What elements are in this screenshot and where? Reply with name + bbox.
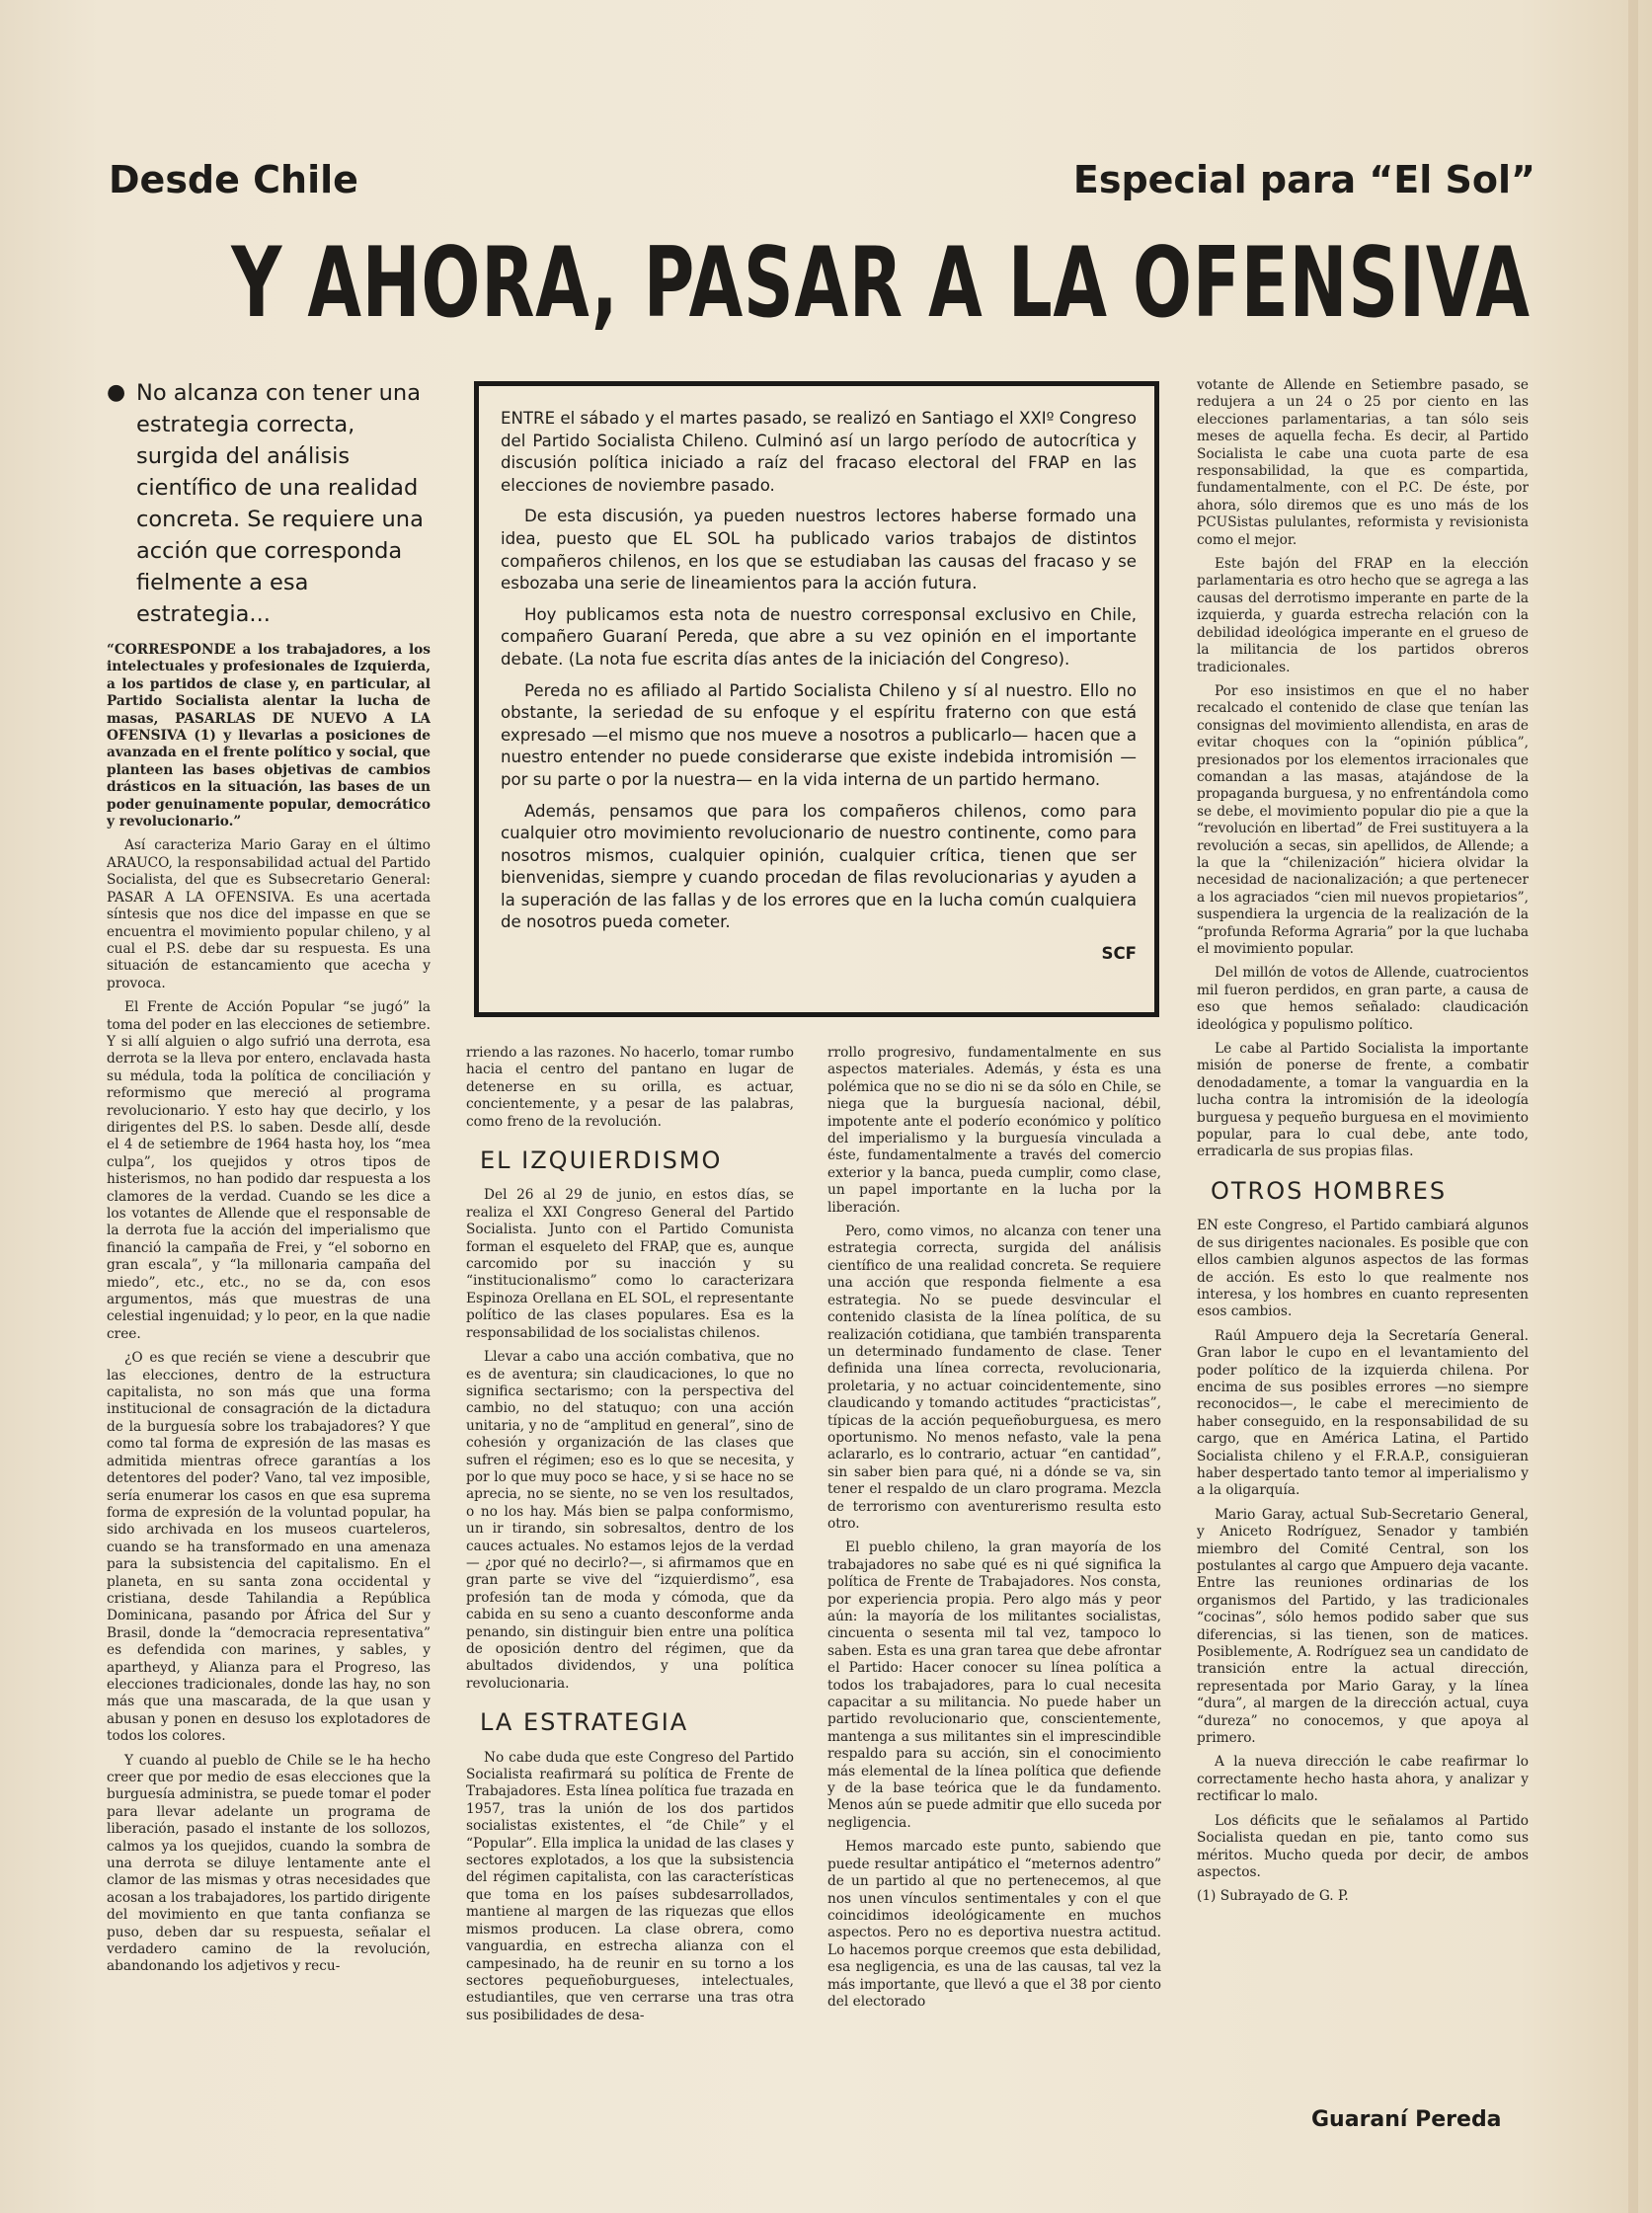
article-paragraph: rriendo a las razones. No hacerlo, tomar rumbo hacia el centro del pantano en lugar de detenerse en su orilla, es actuar, concientemente, y a pesar de las palabras, como freno de la revolución. [466, 1045, 794, 1130]
editor-note-paragraph: De esta discusión, ya pueden nuestros lectores haberse formado una idea, puesto que EL SOL ha publicado varios trabajos de distintos compañeros chilenos, en los que se estudiaban las causas del fracaso y se esbozaba una serie de lineamientos para la acción futura. [501, 507, 1137, 593]
lead-bullet [107, 377, 442, 630]
section-label-left: Desde Chile [109, 158, 358, 201]
article-paragraph: “CORRESPONDE a los trabajadores, a los intelectuales y profesionales de Izquierda, a los partidos de clase y, en particular, al Partido Socialista alentar la lucha de masas, PASARLAS DE NUEVO A LA OFENSIVA (1) y llevarlas a posiciones de avanzada en el frente político y social, que planteen las bases objetivas de cambios drásticos en la situación, las bases de un poder genuinamente popular, democrático y revolucionario.” [107, 642, 431, 830]
headline: Y AHORA, PASAR A LA OFENSIVA [231, 227, 1531, 340]
editor-note-box [474, 381, 1159, 1017]
article-paragraph: Los déficits que le señalamos al Partido Socialista quedan en pie, tanto como sus méritos. Mucho queda por decir, de ambos aspectos. [1197, 1812, 1529, 1880]
footnote: (1) Subrayado de G. P. [1197, 1888, 1349, 1905]
article-paragraph: Hemos marcado este punto, sabiendo que puede resultar antipático el “meternos adentro” de un partido al que no pertenecemos, al que nos unen vínculos sentimentales y con el que coincidimos ideológicamente en muchos aspectos. Pero no es deportiva nuestra actitud. Lo hacemos porque creemos que esta debilidad, esa negligencia, es una de las causas, tal vez la más importante, que llevó a que el 38 por ciento del electorado [827, 1839, 1161, 2010]
editor-note-paragraph: Pereda no es afiliado al Partido Socialista Chileno y sí al nuestro. Ello no obstante, la seriedad de su enfoque y el espíritu fraterno con que está expresado —el mismo que nos mueve a nosotros a publicarlo— hacen que a nuestro entender no puede considerarse que existe indebida intromisión —por su parte o por la nuestra— en la vida interna de un partido hermano. [501, 680, 1137, 789]
author-signature: Guaraní Pereda [1311, 2107, 1502, 2132]
article-paragraph: El Frente de Acción Popular “se jugó” la toma del poder en las elecciones de setiembre. Y si allí alguien o algo sufrió una derrota, esa derrota se la lleva por entero, enclavada hasta su médula, toda la política de conciliación y reformismo que mereció al programa revolucionario. Y esto hay que decirlo, y los dirigentes del P.S. lo saben. Desde allí, desde el 4 de setiembre de 1964 hasta hoy, los “mea culpa”, los quejidos y otros tipos de histerismos, no han podido dar respuesta a los clamores de la verdad. Cuando se les dice a los votantes de Allende que el responsable de la derrota fue la acción del imperialismo que financió la campaña de Frei, y “el soborno en gran escala”, y “la millonaria campaña del miedo”, etc., etc., no se da, con esos argumentos, más que muestras de una celestial ingenuidad; y lo peor, en la que nadie cree. [107, 999, 431, 1342]
editor-note-signature: SCF [1101, 944, 1137, 964]
bullet-dot-icon: ● [107, 380, 126, 405]
article-paragraph: votante de Allende en Setiembre pasado, se redujera a un 24 o 25 por ciento en las elecciones parlamentarias, a tan sólo seis meses de aquella fecha. Es decir, al Partido Socialista le cabe una cuota parte de esa responsabilidad, la que es compartida, fundamentalmente, con el P.C. De éste, por ahora, sólo diremos que es uno más de los PCUSistas pululantes, reformista y revisionista como el mejor. [1197, 377, 1529, 548]
article-paragraph: Y cuando al pueblo de Chile se le ha hecho creer que por medio de esas elecciones que la burguesía administra, se puede tomar el poder para llevar adelante un programa de liberación, pasado el instante de los sollozos, calmos ya los quejidos, cuando la sombra de una derrota se diluye lentamente ante el clamor de las mismas y otras necesidades que acosan a los trabajadores, los partido dirigente del movimiento en que tanta confianza se puso, deben dar su respuesta, señalar el verdadero camino de la revolución, abandonando los adjetivos y recu- [107, 1752, 431, 1975]
article-paragraph: rrollo progresivo, fundamentalmente en sus aspectos materiales. Además, y ésta es una polémica que no se dio ni se da sólo en Chile, se niega que la burguesía nacional, débil, impotente ante el poderío económico y político del imperialismo y la burguesía vinculada a éste, fundamentalmente a través del comercio exterior y la banca, pueda cumplir, como clase, un papel importante en la lucha por la liberación. [827, 1045, 1161, 1216]
article-paragraph: Por eso insistimos en que el no haber recalcado el contenido de clase que tenían las consignas del movimiento allendista, en aras de evitar choques con la “opinión pública”, presionados por los elementos irracionales que comandan a las masas, atajándose de la propaganda burguesa, y no enfrentándola como se debe, el movimiento popular dio pie a que la “revolución en libertad” de Frei sustituyera a la revolución a secas, sin apellidos, de Allende; a la que la “chilenización” hiciera olvidar la necesidad de nacionalización; a que pertenecer a los agraciados “cien mil nuevos propietarios”, suspendiera la urgencia de la realización de la “profunda Reforma Agraria” por la que luchaba el movimiento popular. [1197, 682, 1529, 957]
article-paragraph: Raúl Ampuero deja la Secretaría General. Gran labor le cupo en el levantamiento del poder político de la izquierda chilena. Por encima de sus posibles errores —no siempre reconocidos—, le cabe el merecimiento de haber conseguido, en la responsabilidad de su cargo, que en América Latina, el Partido Socialista chileno y el F.R.A.P., consiguieran haber despertado tanto temor al imperialismo y a la oligarquía. [1197, 1327, 1529, 1499]
page-fold-shadow [1628, 0, 1638, 2213]
article-paragraph: A la nueva dirección le cabe reafirmar lo correctamente hecho hasta ahora, y analizar y rectificar lo malo. [1197, 1754, 1529, 1805]
article-paragraph: Del 26 al 29 de junio, en estos días, se realiza el XXI Congreso General del Partido Socialista. Junto con el Partido Comunista forman el esqueleto del FRAP, que es, aunque carcomido por su inacción y su “institucionalismo” como lo caracterizara Espinoza Orellana en EL SOL, el representante político de las clases populares. Esa es la responsabilidad de los socialistas chilenos. [466, 1187, 794, 1341]
article-paragraph: Pero, como vimos, no alcanza con tener una estrategia correcta, surgida del análisis científico de una realidad concreta. Se requiere una acción que responda fielmente a esa estrategia. No se puede desvincular el contenido clasista de la línea política, de su realización cotidiana, que también transparenta un determinado fundamento de clase. Tener definida una línea correcta, revolucionaria, proletaria, y no actuar coincidentemente, sino claudicando y tomando actitudes “practicistas”, típicas de la acción pequeñoburguesa, es mero oportunismo. No menos nefasto, vale la pena aclararlo, es lo contrario, actuar “en cantidad”, sin saber bien para qué, ni a dónde se va, sin tener el respaldo de un claro programa. Mezcla de terrorismo con aventurerismo resulta esto otro. [827, 1224, 1161, 1532]
article-paragraph: ¿O es que recién se viene a descubrir que las elecciones, dentro de la estructura capitalista, no son más que una forma institucional de consagración de la dictadura de la burguesía sobre los trabajadores? Y que como tal forma de expresión de las masas es admitida mientras ofrece garantías a los detentores del poder? Vano, tal vez imposible, sería enumerar los casos en que esa suprema forma de expresión de la voluntad popular, ha sido archivada en los museos cuarteleros, cuando se ha transformado en una amenaza para la subsistencia del capitalismo. En el planeta, en su santa zona occidental y cristiana, desde Tahilandia a República Dominicana, pasando por África del Sur y Brasil, donde la “democracia representativa” es defendida con marines, y sables, y apartheyd, y Alianza para el Progreso, las elecciones tradicionales, donde las hay, no son más que una mascarada, de la que usan y abusan y ponen en desuso los explotadores de todos los colores. [107, 1350, 431, 1745]
article-column-3 [827, 1045, 1161, 2151]
article-paragraph: Le cabe al Partido Socialista la importante misión de ponerse de frente, a combatir denodadamente, a tomar la vanguardia en la lucha contra la intromisión de la ideología burguesa y pequeño burguesa en el movimiento popular, para lo cual debe, ante todo, erradicarla de sus propias filas. [1197, 1041, 1529, 1160]
subheading-izquierdismo: EL IZQUIERDISMO [480, 1146, 723, 1175]
editor-note-paragraph: Además, pensamos que para los compañeros chilenos, como para cualquier otro movimiento revolucionario de nuestro continente, como para nosotros mismos, cualquier opinión, cualquier crítica, tienen que ser bienvenidas, siempre y cuando procedan de filas revolucionarias y ayuden a la superación de las fallas y de los errores que en la lucha común cualquiera de nosotros pueda cometer. [501, 801, 1137, 932]
article-paragraph: EN este Congreso, el Partido cambiará algunos de sus dirigentes nacionales. Es posible que con ellos cambien algunos aspectos de las formas de acción. Es esto lo que realmente nos interesa, y los hombres en cuanto representen esos cambios. [1197, 1218, 1529, 1320]
lead-bullet-text: No alcanza con tener una estrategia correcta, surgida del análisis científico de una realidad concreta. Se requiere una acción que corresponda fielmente a esa estrategia... [136, 380, 424, 627]
article-column-2 [466, 1045, 794, 2151]
article-column-1 [107, 642, 431, 2143]
editor-note-paragraph: ENTRE el sábado y el martes pasado, se realizó en Santiago el XXIº Congreso del Partido Socialista Chileno. Culminó así un largo período de autocrítica y discusión política iniciado a raíz del fracaso electoral del FRAP en las elecciones de noviembre pasado. [501, 409, 1137, 495]
subheading-otros-hombres: OTROS HOMBRES [1211, 1176, 1448, 1205]
article-column-4 [1197, 377, 1529, 2076]
article-paragraph: No cabe duda que este Congreso del Partido Socialista reafirmará su política de Frente de Trabajadores. Esta línea política fue trazada en 1957, tras la unión de los dos partidos socialistas existentes, el “de Chile” y el “Popular”. Ella implica la unidad de las clases y sectores explotados, a los que la subsistencia del régimen capitalista, con las características que toma en los países subdesarrollados, mantiene al margen de las riquezas que ellos mismos producen. La clase obrera, como vanguardia, en estrecha alianza con el campesinado, ha de reunir en su torno a los sectores pequeñoburgueses, intelectuales, estudiantiles, que ven cerrarse una tras otra sus posibilidades de desa- [466, 1749, 794, 2023]
subheading-estrategia: LA ESTRATEGIA [480, 1708, 689, 1737]
article-paragraph: Este bajón del FRAP en la elección parlamentaria es otro hecho que se agrega a las causas del derrotismo imperante en parte de la izquierda, y guarda estrecha relación con la debilidad ideológica imperante en el grueso de la militancia de los partidos obreros tradicionales. [1197, 556, 1529, 675]
article-paragraph: El pueblo chileno, la gran mayoría de los trabajadores no sabe qué es ni qué significa la política de Frente de Trabajadores. Nos consta, por experiencia propia. Pero algo más y peor aún: la mayoría de los militantes socialistas, cincuenta o sesenta mil tal vez, tampoco lo saben. Esta es una gran tarea que debe afrontar el Partido: Hacer conocer su línea política a todos los trabajadores, para lo cual necesita capacitar a su militancia. No puede haber un partido revolucionario que, conscientemente, mantenga a sus militantes sin el imprescindible respaldo para su acción, sin el conocimiento más elemental de la línea política que defiende y de la base teórica que le da fundamento. Menos aún se puede admitir que ello suceda por negligencia. [827, 1540, 1161, 1831]
article-paragraph: Mario Garay, actual Sub-Secretario General, y Aniceto Rodríguez, Senador y también miembro del Comité Central, son los postulantes al cargo que Ampuero deja vacante. Entre las reuniones ordinarias de los organismos del Partido, y las tradicionales “cocinas”, sólo hemos podido saber que sus diferencias, si las tienen, son de matices. Posiblemente, A. Rodríguez sea un candidato de transición entre la actual dirección, representada por Mario Garay, y la línea “dura”, al margen de la dirección actual, cuya “dureza” no conocemos, y que apoya al primero. [1197, 1506, 1529, 1747]
section-label-right: Especial para “El Sol” [1072, 158, 1535, 201]
article-paragraph: Del millón de votos de Allende, cuatrocientos mil fueron perdidos, en gran parte, a causa de eso que hemos señalado: claudicación ideológica y populismo político. [1197, 965, 1529, 1033]
article-paragraph: Llevar a cabo una acción combativa, que no es de aventura; sin claudicaciones, lo que no significa sectarismo; con la perspectiva del cambio, no del statuquo; con una acción unitaria, y no de “amplitud en general”, sino de cohesión y organización de las clases que sufren el régimen; eso es lo que se necesita, y por lo que muy poco se hace, y si se hace no se aprecia, no se siente, no se ven los resultados, o no los hay. Más bien se palpa conformismo, un ir tirando, sin sobresaltos, dentro de los cauces actuales. No estamos lejos de la verdad — ¿por qué no decirlo?—, si afirmamos que en gran parte se vive del “izquierdismo”, esa profesión tan de moda y cómoda, que da cabida en su seno a cuanto desconforme anda penando, sin distinguir bien entre una política de oposición dentro del régimen, que da abultados dividendos, y una política revolucionaria. [466, 1349, 794, 1692]
article-paragraph: Así caracteriza Mario Garay en el último ARAUCO, la responsabilidad actual del Partido Socialista, del que es Subsecretario General: PASAR A LA OFENSIVA. Es una acertada síntesis que nos dice del impasse en que se encuentra el movimiento popular chileno, y al cual el P.S. debe dar su respuesta. Es una situación de estancamiento que acecha y provoca. [107, 837, 431, 991]
editor-note-paragraph: Hoy publicamos esta nota de nuestro corresponsal exclusivo en Chile, compañero Guaraní Pereda, que abre a su vez opinión en el importante debate. (La nota fue escrita días antes de la iniciación del Congreso). [501, 604, 1137, 669]
